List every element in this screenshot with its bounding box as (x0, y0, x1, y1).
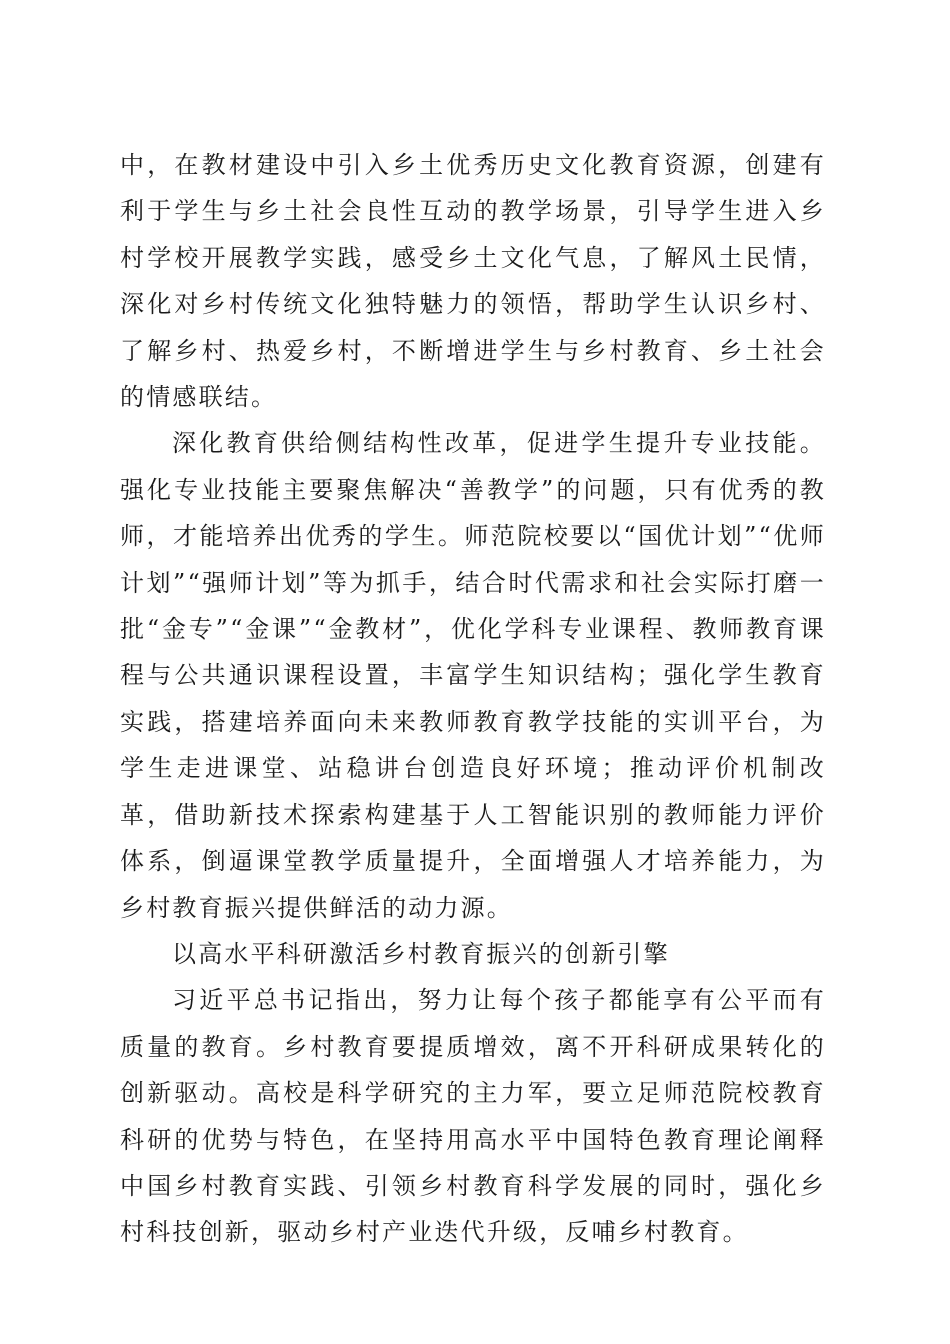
document-body (120, 142, 826, 1256)
paragraph-research-innovation: 习近平总书记指出，努力让每个孩子都能享有公平而有质量的教育。乡村教育要提质增效，离不开科研成果转化的创新驱动。高校是科学研究的主力军，要立足师范院校教育科研的优势与特色，在坚持用高水平中国特色教育理论阐释中国乡村教育实践、引领乡村教育科学发展的同时，强化乡村科技创新，驱动乡村产业迭代升级，反哺乡村教育。 (120, 986, 826, 1247)
paragraph-continuation: 中，在教材建设中引入乡土优秀历史文化教育资源，创建有利于学生与乡土社会良性互动的教学场景，引导学生进入乡村学校开展教学实践，感受乡土文化气息，了解风土民情，深化对乡村传统文化独特魅力的领悟，帮助学生认识乡村、了解乡村、热爱乡村，不断增进学生与乡村教育、乡土社会的情感联结。 (120, 151, 826, 412)
paragraph-professional-skills: 深化教育供给侧结构性改革，促进学生提升专业技能。强化专业技能主要聚焦解决“善教学”的问题，只有优秀的教师，才能培养出优秀的学生。师范院校要以“国优计划”“优师计划”“强师计划”等为抓手，结合时代需求和社会实际打磨一批“金专”“金课”“金教材”，优化学科专业课程、教师教育课程与公共通识课程设置，丰富学生知识结构；强化学生教育实践，搭建培养面向未来教师教育教学技能的实训平台，为学生走进课堂、站稳讲台创造良好环境；推动评价机制改革，借助新技术探索构建基于人工智能识别的教师能力评价体系，倒逼课堂教学质量提升，全面增强人才培养能力，为乡村教育振兴提供鲜活的动力源。 (120, 429, 826, 922)
section-heading: 以高水平科研激活乡村教育振兴的创新引擎 (172, 939, 670, 968)
